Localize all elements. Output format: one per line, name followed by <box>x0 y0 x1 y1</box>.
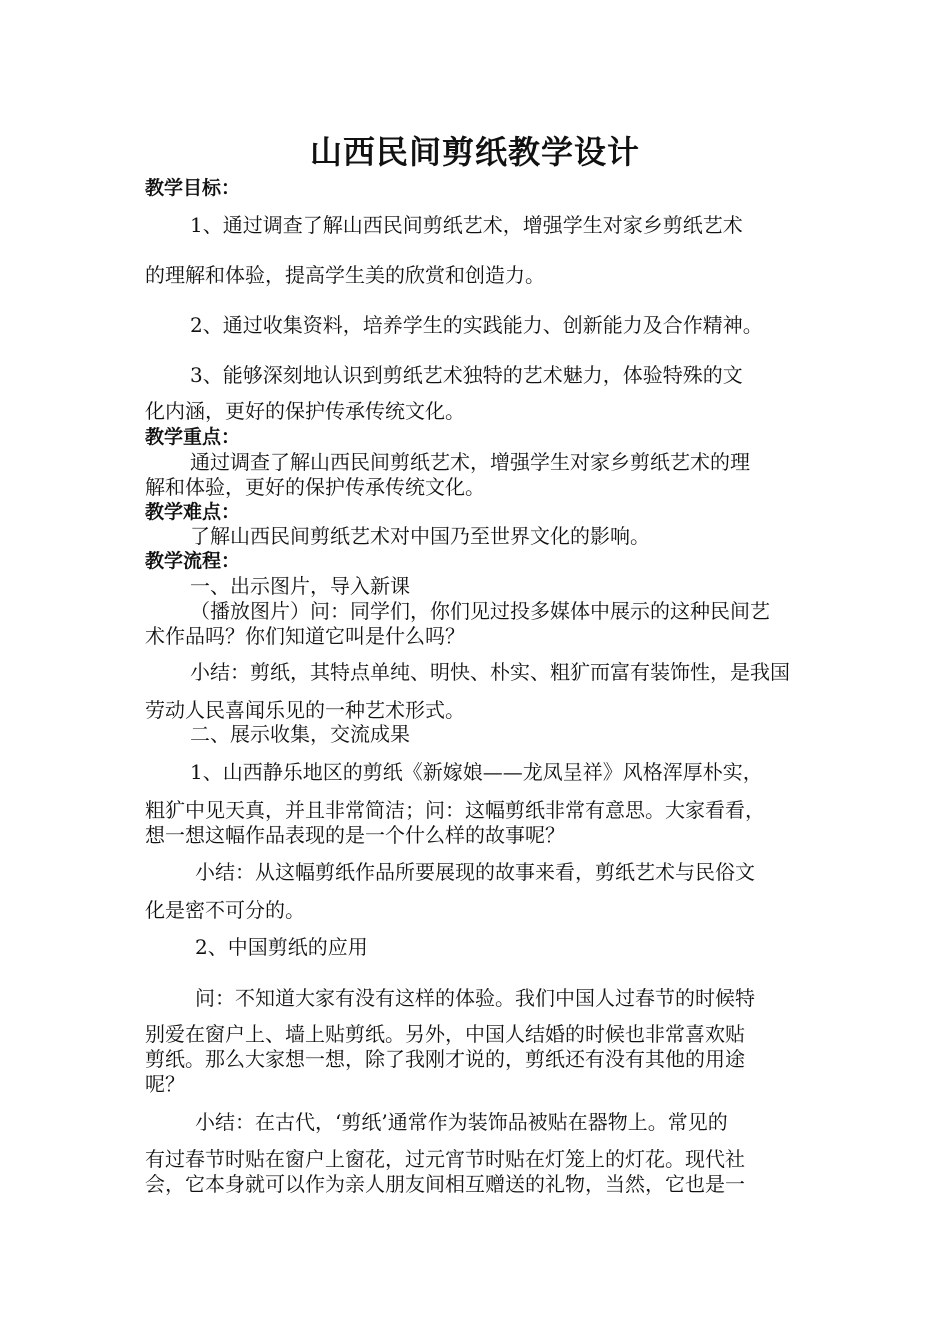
section-1-summary-line-2: 劳动人民喜闻乐见的一种艺术形式。 <box>145 698 465 722</box>
objective-1-line-2: 的理解和体验，提高学生美的欣赏和创造力。 <box>145 263 545 287</box>
heading-procedure: 教学流程： <box>145 550 241 572</box>
objective-3-line-1: 3、能够深刻地认识到剪纸艺术独特的艺术魅力，体验特殊的文 <box>190 363 743 387</box>
section-1-question-line-2: 术作品吗？你们知道它叫是什么吗？ <box>145 624 465 648</box>
objective-1-line-1: 1、通过调查了解山西民间剪纸艺术，增强学生对家乡剪纸艺术 <box>190 213 743 237</box>
document-title: 山西民间剪纸教学设计 <box>309 133 640 171</box>
heading-objectives: 教学目标： <box>145 177 241 199</box>
section-1-heading: 一、出示图片，导入新课 <box>190 574 410 598</box>
section-2-item-1-line-3: 想一想这幅作品表现的是一个什么样的故事呢？ <box>145 823 565 847</box>
objective-3-line-2: 化内涵，更好的保护传承传统文化。 <box>145 399 465 423</box>
objective-2: 2、通过收集资料，培养学生的实践能力、创新能力及合作精神。 <box>190 313 763 337</box>
heading-key-points: 教学重点： <box>145 426 241 448</box>
section-2-item-1-line-2: 粗犷中见天真，并且非常简洁；问：这幅剪纸非常有意思。大家看看， <box>145 798 765 822</box>
section-1-question-line-1: （播放图片）问：同学们，你们见过投多媒体中展示的这种民间艺 <box>190 599 770 623</box>
section-1-summary-line-1: 小结：剪纸，其特点单纯、明快、朴实、粗犷而富有装饰性，是我国 <box>190 660 790 684</box>
section-2-item-1-line-1: 1、山西静乐地区的剪纸《新嫁娘——龙凤呈祥》风格浑厚朴实， <box>190 760 763 784</box>
difficulties-line: 了解山西民间剪纸艺术对中国乃至世界文化的影响。 <box>190 524 650 548</box>
key-points-line-2: 解和体验，更好的保护传承传统文化。 <box>145 475 485 499</box>
item-2-question-line-2: 别爱在窗户上、墙上贴剪纸。另外，中国人结婚的时候也非常喜欢贴 <box>145 1022 745 1046</box>
item-2-summary-line-2: 有过春节时贴在窗户上窗花，过元宵节时贴在灯笼上的灯花。现代社 <box>145 1147 745 1171</box>
item-2-question-line-4: 呢？ <box>145 1072 185 1096</box>
key-points-line-1: 通过调查了解山西民间剪纸艺术，增强学生对家乡剪纸艺术的理 <box>190 450 750 474</box>
item-2-question-line-1: 问：不知道大家有没有这样的体验。我们中国人过春节的时候特 <box>195 986 755 1010</box>
item-2-summary-line-3: 会，它本身就可以作为亲人朋友间相互赠送的礼物，当然，它也是一 <box>145 1172 745 1196</box>
section-2-summary-line-2: 化是密不可分的。 <box>145 898 305 922</box>
section-2-item-2-heading: 2、中国剪纸的应用 <box>195 935 368 959</box>
section-2-summary-line-1: 小结：从这幅剪纸作品所要展现的故事来看，剪纸艺术与民俗文 <box>195 860 755 884</box>
item-2-summary-line-1: 小结：在古代，‘剪纸’通常作为装饰品被贴在器物上。常见的 <box>195 1110 728 1134</box>
heading-difficulties: 教学难点： <box>145 501 241 523</box>
section-2-heading: 二、展示收集，交流成果 <box>190 722 410 746</box>
item-2-question-line-3: 剪纸。那么大家想一想，除了我刚才说的，剪纸还有没有其他的用途 <box>145 1047 745 1071</box>
